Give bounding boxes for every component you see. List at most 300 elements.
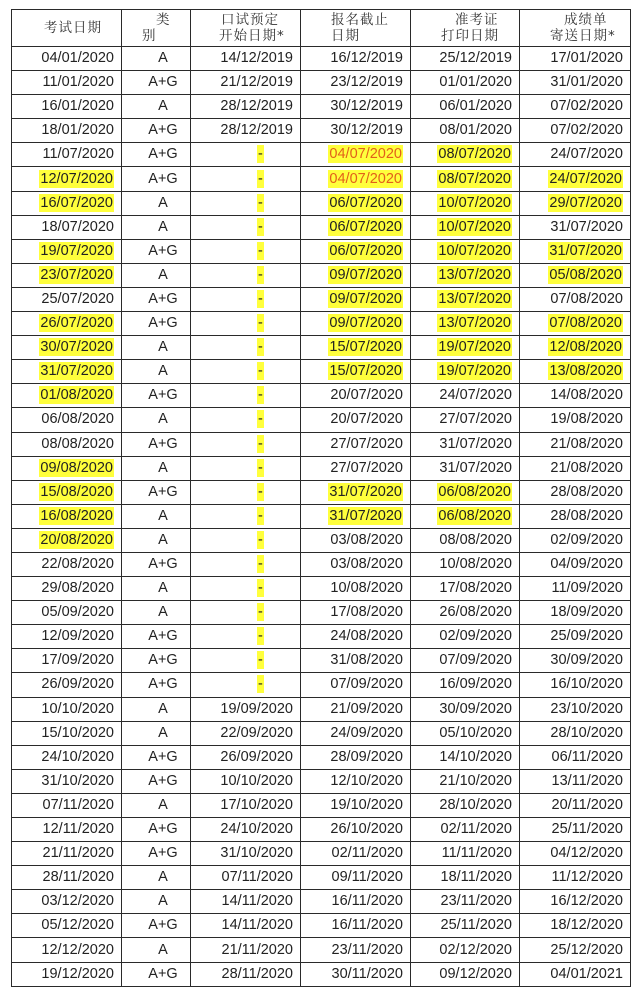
cell-text: 19/08/2020 (550, 411, 623, 428)
category-cell (122, 577, 191, 601)
table-row (12, 47, 631, 71)
cell-text: 23/12/2019 (330, 74, 403, 91)
deadline-cell (301, 914, 411, 938)
cell-text: - (258, 531, 263, 548)
deadline-cell (301, 287, 411, 311)
cell-text: A (158, 869, 168, 886)
speaking-start-cell (191, 408, 301, 432)
cell-text: A+G (148, 290, 178, 307)
cell-text: 19/09/2020 (220, 700, 293, 717)
deadline-cell (301, 167, 411, 191)
table-row (12, 504, 631, 528)
exam-date-cell (12, 239, 122, 263)
cell-text: 31/07/2020 (549, 242, 622, 259)
speaking-start-cell (191, 866, 301, 890)
cell-text: 31/01/2020 (550, 74, 623, 91)
cell-text: 28/11/2020 (221, 965, 293, 982)
cell-text: A+G (148, 772, 178, 789)
ticket-print-cell (411, 384, 520, 408)
speaking-start-cell (191, 71, 301, 95)
cell-text: 31/10/2020 (220, 845, 293, 862)
cell-text: 16/11/2020 (331, 893, 403, 910)
cell-text: 30/09/2020 (439, 700, 512, 717)
exam-date-cell (12, 577, 122, 601)
cell-text: A (158, 411, 168, 428)
table-row (12, 673, 631, 697)
cell-text: A (158, 604, 168, 621)
exam-date-cell (12, 649, 122, 673)
cell-text: 12/08/2020 (549, 339, 622, 356)
table-row (12, 818, 631, 842)
speaking-start-cell (191, 697, 301, 721)
deadline-cell (301, 456, 411, 480)
speaking-start-cell (191, 745, 301, 769)
category-cell (122, 793, 191, 817)
exam-schedule-table (11, 9, 631, 987)
cell-text: 31/07/2020 (329, 507, 402, 524)
cell-text: 25/11/2020 (551, 821, 623, 838)
cell-text: 21/11/2020 (42, 845, 114, 862)
table-row (12, 480, 631, 504)
cell-text: 03/08/2020 (330, 556, 403, 573)
cell-text: 06/01/2020 (439, 98, 512, 115)
transcript-mail-cell (520, 143, 631, 167)
speaking-start-cell (191, 649, 301, 673)
cell-text: 13/08/2020 (549, 363, 622, 380)
exam-date-cell (12, 504, 122, 528)
header-transcript-mailing-date (520, 10, 631, 47)
table-row (12, 625, 631, 649)
cell-text: 16/12/2019 (330, 50, 403, 67)
category-cell (122, 649, 191, 673)
cell-text: A+G (148, 435, 178, 452)
cell-text: 31/10/2020 (41, 772, 114, 789)
cell-text: 11/07/2020 (42, 146, 114, 163)
ticket-print-cell (411, 938, 520, 962)
speaking-start-cell (191, 263, 301, 287)
cell-text: 12/11/2020 (42, 821, 114, 838)
cell-text: 10/10/2020 (41, 700, 114, 717)
table-row (12, 577, 631, 601)
transcript-mail-cell (520, 721, 631, 745)
header-admission-ticket-print-date (411, 10, 520, 47)
cell-text: 22/08/2020 (41, 556, 114, 573)
speaking-start-cell (191, 601, 301, 625)
deadline-cell (301, 239, 411, 263)
deadline-cell (301, 601, 411, 625)
cell-text: 01/08/2020 (40, 387, 113, 404)
cell-text: 28/12/2019 (220, 122, 293, 139)
speaking-start-cell (191, 842, 301, 866)
transcript-mail-cell (520, 649, 631, 673)
transcript-mail-cell (520, 47, 631, 71)
deadline-cell (301, 793, 411, 817)
cell-text: 18/07/2020 (41, 218, 114, 235)
speaking-start-cell (191, 721, 301, 745)
speaking-start-cell (191, 577, 301, 601)
cell-text: - (258, 507, 263, 524)
cell-text: - (258, 652, 263, 669)
cell-text: 04/01/2020 (41, 50, 114, 67)
transcript-mail-cell (520, 384, 631, 408)
table-row (12, 793, 631, 817)
speaking-start-cell (191, 504, 301, 528)
exam-date-cell (12, 263, 122, 287)
cell-text: 19/07/2020 (438, 339, 511, 356)
cell-text: 31/07/2020 (550, 218, 623, 235)
cell-text: - (258, 170, 263, 187)
cell-text: 11/01/2020 (42, 74, 114, 91)
ticket-print-cell (411, 601, 520, 625)
cell-text: 21/09/2020 (330, 700, 403, 717)
cell-text: 23/11/2020 (331, 941, 403, 958)
cell-text: - (258, 242, 263, 259)
cell-text: 06/08/2020 (41, 411, 114, 428)
exam-date-cell (12, 625, 122, 649)
cell-text: 09/07/2020 (329, 266, 402, 283)
ticket-print-cell (411, 721, 520, 745)
table-row (12, 239, 631, 263)
category-cell (122, 456, 191, 480)
cell-text: A+G (148, 845, 178, 862)
cell-text: A+G (148, 315, 178, 332)
ticket-print-cell (411, 793, 520, 817)
deadline-cell (301, 528, 411, 552)
cell-text: 10/10/2020 (220, 772, 293, 789)
cell-text: 26/09/2020 (41, 676, 114, 693)
cell-text: 30/11/2020 (331, 965, 403, 982)
transcript-mail-cell (520, 745, 631, 769)
cell-text: 14/10/2020 (439, 748, 512, 765)
cell-text: 23/10/2020 (550, 700, 623, 717)
category-cell (122, 938, 191, 962)
exam-date-cell (12, 215, 122, 239)
ticket-print-cell (411, 528, 520, 552)
category-cell (122, 842, 191, 866)
table-row (12, 528, 631, 552)
table-row (12, 769, 631, 793)
header-label-line2: 别 (142, 28, 157, 44)
exam-date-cell (12, 842, 122, 866)
transcript-mail-cell (520, 312, 631, 336)
cell-text: 13/07/2020 (438, 266, 511, 283)
exam-date-cell (12, 432, 122, 456)
transcript-mail-cell (520, 119, 631, 143)
exam-date-cell (12, 360, 122, 384)
table-row (12, 938, 631, 962)
deadline-cell (301, 408, 411, 432)
category-cell (122, 769, 191, 793)
cell-text: A+G (148, 917, 178, 934)
exam-date-cell (12, 480, 122, 504)
transcript-mail-cell (520, 456, 631, 480)
cell-text: A (158, 531, 168, 548)
category-cell (122, 47, 191, 71)
ticket-print-cell (411, 914, 520, 938)
speaking-start-cell (191, 528, 301, 552)
ticket-print-cell (411, 263, 520, 287)
cell-text: 21/08/2020 (550, 435, 623, 452)
category-cell (122, 552, 191, 576)
cell-text: 24/07/2020 (439, 387, 512, 404)
cell-text: 02/09/2020 (550, 531, 623, 548)
ticket-print-cell (411, 552, 520, 576)
cell-text: 06/07/2020 (329, 218, 402, 235)
deadline-cell (301, 649, 411, 673)
cell-text: - (258, 435, 263, 452)
speaking-start-cell (191, 47, 301, 71)
exam-date-cell (12, 938, 122, 962)
speaking-start-cell (191, 793, 301, 817)
speaking-start-cell (191, 336, 301, 360)
cell-text: A (158, 459, 168, 476)
cell-text: 21/12/2019 (220, 74, 293, 91)
cell-text: A (158, 50, 168, 67)
speaking-start-cell (191, 384, 301, 408)
cell-text: 17/01/2020 (550, 50, 623, 67)
speaking-start-cell (191, 191, 301, 215)
cell-text: 09/12/2020 (439, 965, 512, 982)
header-label-line1: 口试预定 (221, 12, 279, 28)
cell-text: 28/10/2020 (439, 796, 512, 813)
cell-text: - (258, 556, 263, 573)
category-cell (122, 721, 191, 745)
transcript-mail-cell (520, 71, 631, 95)
cell-text: 14/11/2020 (221, 917, 293, 934)
cell-text: A+G (148, 748, 178, 765)
transcript-mail-cell (520, 263, 631, 287)
transcript-mail-cell (520, 842, 631, 866)
cell-text: 26/08/2020 (439, 604, 512, 621)
cell-text: A+G (148, 652, 178, 669)
header-exam-date (12, 10, 122, 47)
table-row (12, 215, 631, 239)
transcript-mail-cell (520, 625, 631, 649)
cell-text: 05/10/2020 (439, 724, 512, 741)
cell-text: 13/11/2020 (551, 772, 623, 789)
category-cell (122, 95, 191, 119)
cell-text: 28/11/2020 (42, 869, 114, 886)
cell-text: 19/10/2020 (330, 796, 403, 813)
category-cell (122, 239, 191, 263)
cell-text: 31/07/2020 (329, 483, 402, 500)
header-label-line2: 打印日期 (441, 28, 499, 44)
category-cell (122, 408, 191, 432)
category-cell (122, 263, 191, 287)
cell-text: 10/07/2020 (438, 218, 511, 235)
ticket-print-cell (411, 649, 520, 673)
exam-date-cell (12, 143, 122, 167)
deadline-cell (301, 769, 411, 793)
speaking-start-cell (191, 167, 301, 191)
speaking-start-cell (191, 119, 301, 143)
cell-text: 12/12/2020 (41, 941, 114, 958)
exam-date-cell (12, 866, 122, 890)
speaking-start-cell (191, 456, 301, 480)
table-row (12, 456, 631, 480)
exam-date-cell (12, 890, 122, 914)
cell-text: 08/07/2020 (438, 170, 511, 187)
schedule-body (12, 47, 631, 987)
ticket-print-cell (411, 95, 520, 119)
category-cell (122, 697, 191, 721)
cell-text: 25/12/2019 (439, 50, 512, 67)
deadline-cell (301, 504, 411, 528)
ticket-print-cell (411, 143, 520, 167)
speaking-start-cell (191, 480, 301, 504)
transcript-mail-cell (520, 167, 631, 191)
transcript-mail-cell (520, 215, 631, 239)
speaking-start-cell (191, 552, 301, 576)
category-cell (122, 962, 191, 986)
cell-text: A+G (148, 242, 178, 259)
table-row (12, 890, 631, 914)
cell-text: 14/11/2020 (221, 893, 293, 910)
ticket-print-cell (411, 890, 520, 914)
ticket-print-cell (411, 456, 520, 480)
cell-text: 27/07/2020 (439, 411, 512, 428)
cell-text: 13/07/2020 (438, 315, 511, 332)
category-cell (122, 914, 191, 938)
exam-date-cell (12, 793, 122, 817)
category-cell (122, 673, 191, 697)
cell-text: A (158, 941, 168, 958)
ticket-print-cell (411, 818, 520, 842)
cell-text: - (258, 194, 263, 211)
cell-text: 18/12/2020 (550, 917, 623, 934)
ticket-print-cell (411, 167, 520, 191)
deadline-cell (301, 312, 411, 336)
category-cell (122, 287, 191, 311)
speaking-start-cell (191, 287, 301, 311)
table-row (12, 962, 631, 986)
speaking-start-cell (191, 239, 301, 263)
transcript-mail-cell (520, 914, 631, 938)
ticket-print-cell (411, 47, 520, 71)
table-row (12, 191, 631, 215)
table-row (12, 649, 631, 673)
cell-text: 20/07/2020 (330, 411, 403, 428)
cell-text: 22/09/2020 (220, 724, 293, 741)
cell-text: 05/09/2020 (41, 604, 114, 621)
cell-text: 12/07/2020 (40, 170, 113, 187)
cell-text: 16/11/2020 (331, 917, 403, 934)
cell-text: 09/07/2020 (329, 290, 402, 307)
table-row (12, 143, 631, 167)
cell-text: 16/12/2020 (550, 893, 623, 910)
exam-date-cell (12, 552, 122, 576)
table-row (12, 408, 631, 432)
cell-text: 24/09/2020 (330, 724, 403, 741)
speaking-start-cell (191, 673, 301, 697)
header-label-line2: 开始日期* (219, 28, 285, 44)
cell-text: A (158, 363, 168, 380)
cell-text: 07/02/2020 (550, 122, 623, 139)
cell-text: 28/10/2020 (550, 724, 623, 741)
cell-text: 04/07/2020 (329, 146, 402, 163)
cell-text: 05/12/2020 (41, 917, 114, 934)
transcript-mail-cell (520, 287, 631, 311)
transcript-mail-cell (520, 962, 631, 986)
transcript-mail-cell (520, 239, 631, 263)
exam-date-cell (12, 456, 122, 480)
cell-text: 09/08/2020 (40, 459, 113, 476)
cell-text: A (158, 580, 168, 597)
cell-text: 15/10/2020 (41, 724, 114, 741)
transcript-mail-cell (520, 552, 631, 576)
cell-text: 16/01/2020 (41, 98, 114, 115)
cell-text: 16/09/2020 (439, 676, 512, 693)
header-row (12, 10, 631, 47)
category-cell (122, 625, 191, 649)
cell-text: 30/09/2020 (550, 652, 623, 669)
transcript-mail-cell (520, 480, 631, 504)
deadline-cell (301, 47, 411, 71)
cell-text: 17/08/2020 (439, 580, 512, 597)
cell-text: - (258, 266, 263, 283)
cell-text: 04/09/2020 (550, 556, 623, 573)
cell-text: 12/10/2020 (330, 772, 403, 789)
transcript-mail-cell (520, 336, 631, 360)
cell-text: A+G (148, 483, 178, 500)
deadline-cell (301, 552, 411, 576)
cell-text: 07/11/2020 (221, 869, 293, 886)
cell-text: 30/12/2019 (330, 98, 403, 115)
cell-text: 29/07/2020 (549, 194, 622, 211)
exam-date-cell (12, 384, 122, 408)
deadline-cell (301, 745, 411, 769)
cell-text: 02/12/2020 (439, 941, 512, 958)
cell-text: - (258, 290, 263, 307)
header-category (122, 10, 191, 47)
exam-date-cell (12, 697, 122, 721)
exam-date-cell (12, 962, 122, 986)
cell-text: 27/07/2020 (330, 435, 403, 452)
cell-text: 11/12/2020 (551, 869, 623, 886)
cell-text: 04/12/2020 (550, 845, 623, 862)
category-cell (122, 360, 191, 384)
deadline-cell (301, 191, 411, 215)
exam-date-cell (12, 119, 122, 143)
cell-text: - (258, 363, 263, 380)
cell-text: - (258, 604, 263, 621)
cell-text: 01/01/2020 (439, 74, 512, 91)
cell-text: 23/11/2020 (440, 893, 512, 910)
transcript-mail-cell (520, 938, 631, 962)
ticket-print-cell (411, 625, 520, 649)
cell-text: 17/10/2020 (220, 796, 293, 813)
cell-text: A+G (148, 74, 178, 91)
cell-text: - (258, 146, 263, 163)
cell-text: 26/09/2020 (220, 748, 293, 765)
speaking-start-cell (191, 215, 301, 239)
cell-text: 28/09/2020 (330, 748, 403, 765)
table-row (12, 287, 631, 311)
category-cell (122, 601, 191, 625)
table-row (12, 167, 631, 191)
table-row (12, 71, 631, 95)
deadline-cell (301, 360, 411, 384)
speaking-start-cell (191, 914, 301, 938)
category-cell (122, 336, 191, 360)
cell-text: A+G (148, 146, 178, 163)
cell-text: 25/11/2020 (440, 917, 512, 934)
cell-text: 08/08/2020 (439, 531, 512, 548)
deadline-cell (301, 432, 411, 456)
speaking-start-cell (191, 890, 301, 914)
table-row (12, 263, 631, 287)
cell-text: 20/07/2020 (330, 387, 403, 404)
